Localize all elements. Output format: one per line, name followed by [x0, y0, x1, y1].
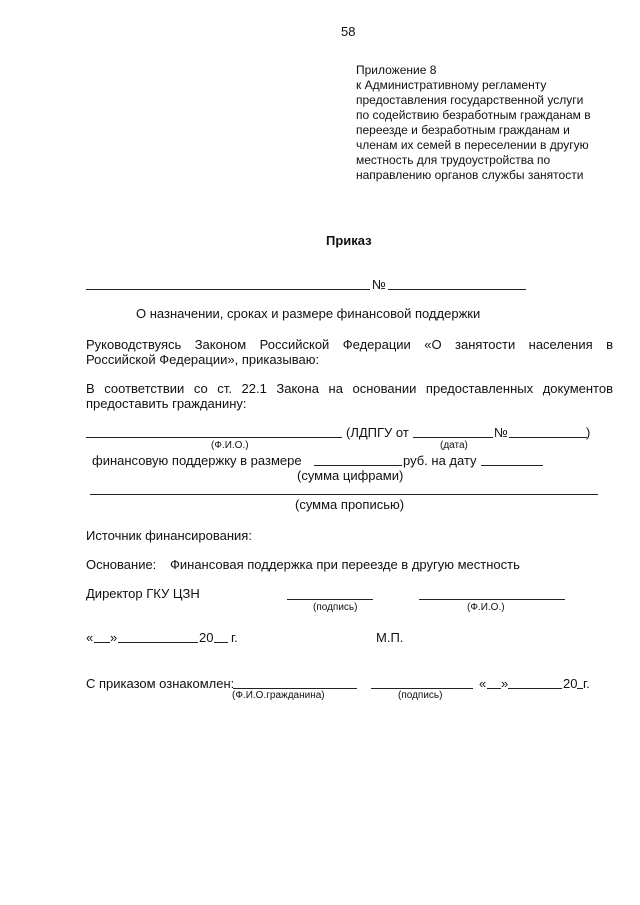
date-month-field[interactable] [118, 642, 198, 643]
appendix-line: к Административному регламенту [356, 78, 547, 92]
date-open-quote: « [86, 630, 94, 645]
digits-caption: (сумма цифрами) [297, 468, 404, 483]
citizen-name-field[interactable] [233, 688, 357, 689]
appendix-line: переезде и безработным гражданам и [356, 123, 570, 137]
ack-month-field[interactable] [508, 688, 562, 689]
amount-digits-field[interactable] [314, 465, 402, 466]
stamp-place: М.П. [376, 630, 404, 645]
appendix-line: членам их семей в переселении в другую [356, 138, 589, 152]
acquainted-label: С приказом ознакомлен: [86, 676, 235, 691]
ack-year-suffix: г. [583, 676, 590, 691]
para2-line1: В соответствии со ст. 22.1 Закона на основании предоставленных документов [86, 381, 613, 396]
page-number: 58 [341, 24, 356, 39]
ack-year-prefix: 20 [563, 676, 578, 691]
ldpgu-number-sign: № [494, 425, 508, 440]
basis-label: Основание: [86, 557, 157, 572]
funding-source-label: Источник финансирования: [86, 528, 252, 543]
para1-line2: Российской Федерации», приказываю: [86, 352, 320, 367]
director-fio-field[interactable] [419, 599, 565, 600]
ack-day-field[interactable] [487, 688, 501, 689]
appendix-line: по содействию безработным гражданам в [356, 108, 591, 122]
director-label: Директор ГКУ ЦЗН [86, 586, 200, 601]
para2-line2: предоставить гражданину: [86, 396, 247, 411]
date-day-field[interactable] [94, 642, 110, 643]
ack-close-quote: » [501, 676, 509, 691]
amount-date-field[interactable] [481, 465, 543, 466]
rub-on-date-label: руб. на дату [403, 453, 477, 468]
date-year-prefix: 20 [199, 630, 214, 645]
citizen-caption: (Ф.И.О.гражданина) [232, 690, 325, 701]
date-caption: (дата) [440, 440, 468, 451]
director-fio-caption: (Ф.И.О.) [467, 602, 505, 613]
order-date-field[interactable] [86, 289, 370, 290]
ldpgu-number-field[interactable] [509, 437, 587, 438]
ack-open-quote: « [479, 676, 487, 691]
date-year-suffix: г. [231, 630, 238, 645]
director-signature-field[interactable] [287, 599, 373, 600]
amount-words-field[interactable] [90, 494, 598, 495]
para1-line1: Руководствуясь Законом Российской Федерации «О занятости населения в [86, 337, 613, 352]
words-caption: (сумма прописью) [295, 497, 405, 512]
basis-text: Финансовая поддержка при переезде в другую местность [170, 557, 520, 572]
ldpgu-date-field[interactable] [413, 437, 493, 438]
date-year-field[interactable] [214, 642, 228, 643]
citizen-fio-field[interactable] [86, 437, 342, 438]
date-close-quote: » [110, 630, 118, 645]
appendix-line: местность для трудоустройства по [356, 153, 551, 167]
citizen-signature-field[interactable] [371, 688, 473, 689]
order-number-sign: № [372, 277, 386, 292]
appendix-line: предоставления государственной услуги [356, 93, 584, 107]
appendix-line: направлению органов службы занятости [356, 168, 584, 182]
document-title: Приказ [326, 233, 372, 248]
order-number-field[interactable] [388, 289, 526, 290]
ldpgu-from-label: (ЛДПГУ от [346, 425, 409, 440]
appendix-line: Приложение 8 [356, 63, 437, 77]
close-paren: ) [586, 425, 591, 440]
amount-prefix: финансовую поддержку в размере [92, 453, 302, 468]
director-signature-caption: (подпись) [313, 602, 358, 613]
order-subject: О назначении, сроках и размере финансовой поддержки [136, 306, 481, 321]
fio-caption: (Ф.И.О.) [211, 440, 249, 451]
citizen-signature-caption: (подпись) [398, 690, 443, 701]
